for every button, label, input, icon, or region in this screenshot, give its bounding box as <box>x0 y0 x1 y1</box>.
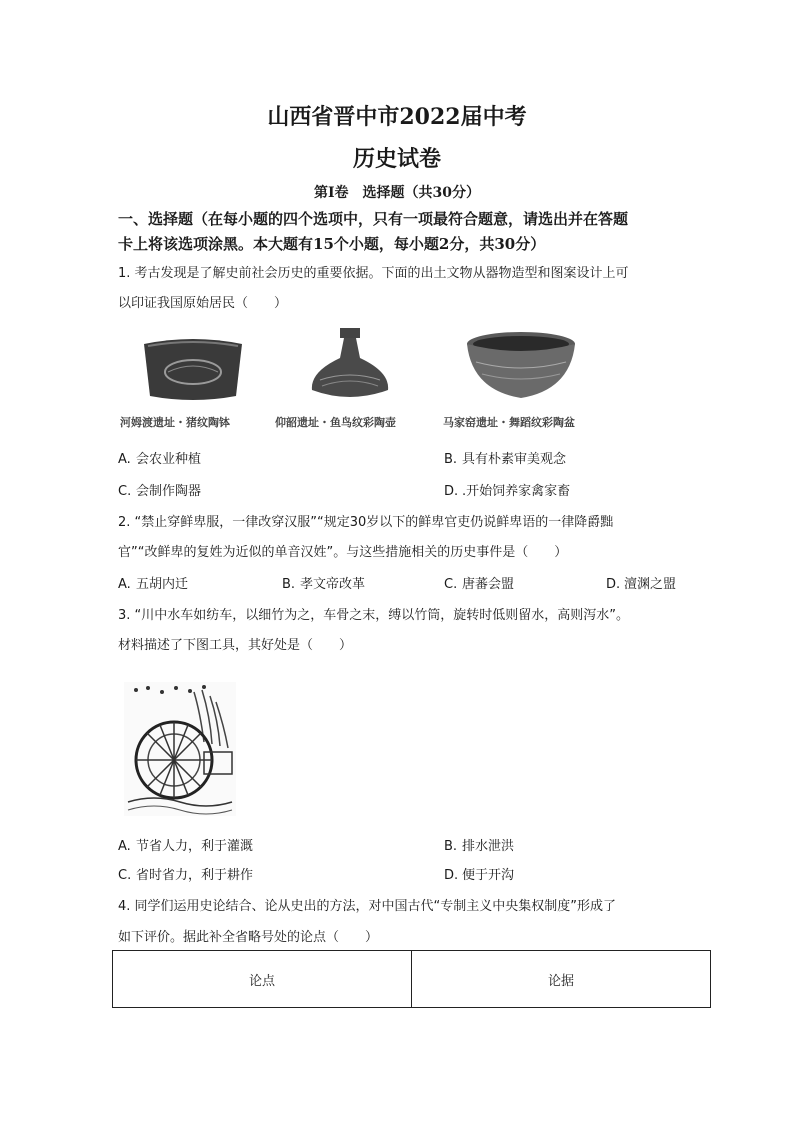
q4-stem-line1: 4. 同学们运用史论结合、论从史出的方法，对中国古代“专制主义中央集权制度”形成了 <box>118 899 617 914</box>
q3-option-d[interactable] <box>444 864 514 883</box>
option-text: 会制作陶器 <box>136 484 202 499</box>
table-header-evidence: 论据 <box>412 951 711 1008</box>
option-text: 孝文帝改革 <box>300 577 366 592</box>
option-text: 排水泄洪 <box>462 839 515 854</box>
option-key: D. <box>444 868 459 883</box>
option-key: B. <box>444 839 458 854</box>
option-key: C. <box>118 868 132 883</box>
option-text: 省时省力，利于耕作 <box>136 868 254 883</box>
q4-table <box>112 950 711 1008</box>
q1-option-d[interactable] <box>444 480 570 499</box>
option-key: D. <box>606 577 621 592</box>
q3-option-b[interactable] <box>444 835 514 854</box>
option-text: 澶渊之盟 <box>624 577 677 592</box>
exam-subtitle: 历史试卷 <box>352 146 441 172</box>
pig-pattern-bowl-image <box>138 330 248 405</box>
q4-stem-line2: 如下评价。据此补全省略号处的论点（ ） <box>118 930 379 945</box>
section-instruction-line2: 卡上将该选项涂黑。本大题有15个小题，每小题2分，共30分） <box>118 235 546 253</box>
option-key: A. <box>118 452 131 467</box>
part-heading: 第Ⅰ卷 选择题（共30分） <box>313 185 481 201</box>
option-text: 节省人力，利于灌溉 <box>136 839 254 854</box>
q2-option-a[interactable] <box>118 573 188 592</box>
table-header-row <box>113 951 711 1008</box>
q1-caption-1: 河姆渡遗址・猪纹陶钵 <box>120 416 230 429</box>
option-key: C. <box>444 577 458 592</box>
q3-stem-line1: 3. “川中水车如纺车，以细竹为之，车骨之末，缚以竹筒，旋转时低则留水，高则泻水”。 <box>118 608 630 623</box>
water-wheel-image <box>124 682 236 816</box>
q2-option-d[interactable] <box>606 573 676 592</box>
option-key: C. <box>118 484 132 499</box>
q2-option-c[interactable] <box>444 573 514 592</box>
q3-option-a[interactable] <box>118 835 253 854</box>
q3-stem-line2: 材料描述了下图工具，其好处是（ ） <box>118 638 353 653</box>
option-text: .开始饲养家禽家畜 <box>462 484 571 499</box>
option-key: A. <box>118 839 131 854</box>
q1-stem-line2: 以印证我国原始居民（ ） <box>118 296 288 311</box>
option-text: 会农业种植 <box>136 452 202 467</box>
q2-option-b[interactable] <box>282 573 365 592</box>
q1-caption-2: 仰韶遗址・鱼鸟纹彩陶壶 <box>275 416 396 429</box>
option-text: 五胡内迁 <box>136 577 189 592</box>
option-text: 具有朴素审美观念 <box>462 452 567 467</box>
q1-option-c[interactable] <box>118 480 201 499</box>
fish-bird-pot-image <box>300 324 400 406</box>
option-key: D. <box>444 484 459 499</box>
option-key: A. <box>118 577 131 592</box>
option-text: 便于开沟 <box>462 868 515 883</box>
option-key: B. <box>444 452 458 467</box>
option-text: 唐蕃会盟 <box>462 577 515 592</box>
exam-title: 山西省晋中市2022届中考 <box>267 104 527 130</box>
section-instruction-line1: 一、选择题（在每小题的四个选项中，只有一项最符合题意，请选出并在答题 <box>118 210 629 228</box>
dancing-pattern-basin-image <box>462 328 580 406</box>
q2-stem-line2: 官”“改鲜卑的复姓为近似的单音汉姓”。与这些措施相关的历史事件是（ ） <box>118 545 568 560</box>
q3-option-c[interactable] <box>118 864 253 883</box>
table-header-argument: 论点 <box>113 951 412 1008</box>
q2-stem-line1: 2. “禁止穿鲜卑服，一律改穿汉服”“规定30岁以下的鲜卑官吏仍说鲜卑语的一律降爵黜 <box>118 515 614 530</box>
q1-option-b[interactable] <box>444 448 566 467</box>
q1-stem-line1: 1. 考古发现是了解史前社会历史的重要依据。下面的出土文物从器物造型和图案设计上可 <box>118 266 629 281</box>
option-key: B. <box>282 577 296 592</box>
q1-option-a[interactable] <box>118 448 201 467</box>
q1-caption-3: 马家窑遗址・舞蹈纹彩陶盆 <box>443 416 575 429</box>
